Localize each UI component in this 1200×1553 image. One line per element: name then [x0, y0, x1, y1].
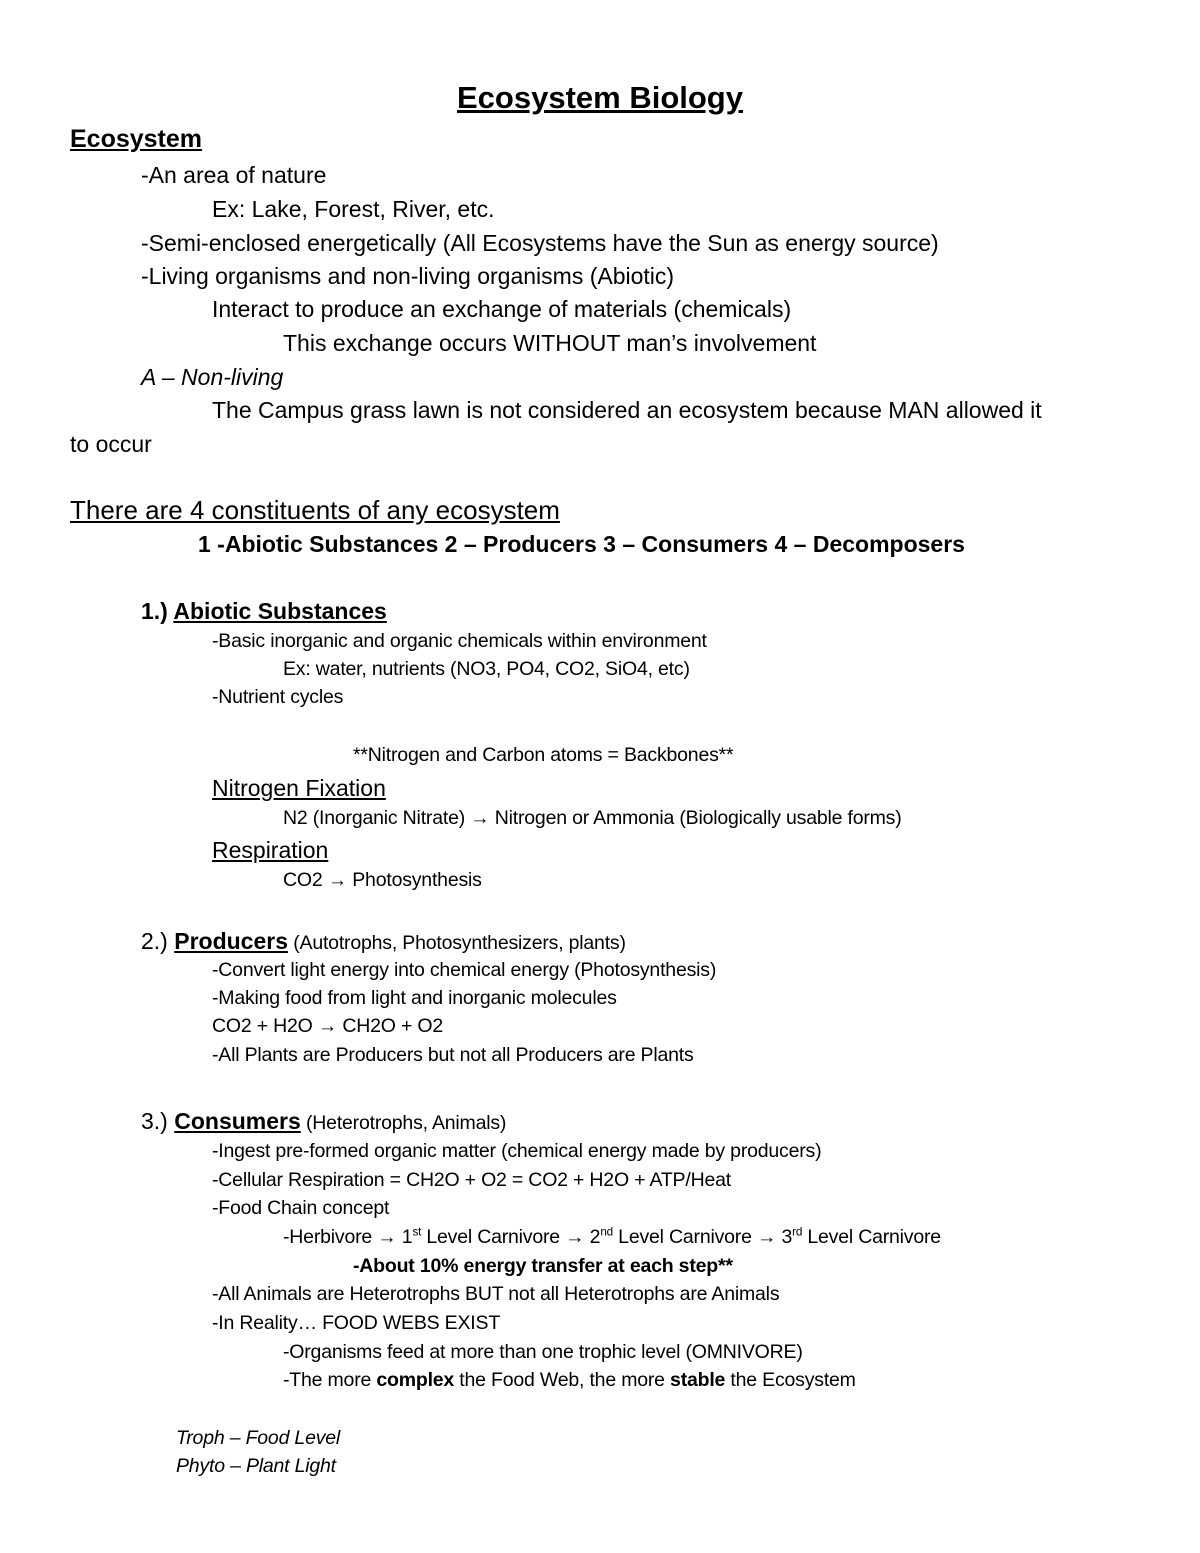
right-arrow-icon: →: [565, 1226, 585, 1248]
chain-text-c: Level Carnivore: [421, 1226, 566, 1248]
chain-text-b: 1: [396, 1226, 413, 1248]
consumers-number: 3.): [141, 1108, 175, 1134]
right-arrow-icon: →: [377, 1226, 397, 1248]
page-title: Ecosystem Biology: [457, 80, 743, 115]
consumers-line-2: -Cellular Respiration = CH2O + O2 = CO2 + H2O + ATP/Heat: [212, 1169, 731, 1191]
food-web-complex: complex: [376, 1369, 455, 1391]
producers-line-4: -All Plants are Producers but not all Producers are Plants: [212, 1044, 694, 1066]
constituents-list: 1 -Abiotic Substances 2 – Producers 3 – Consumers 4 – Decomposers: [198, 531, 965, 557]
consumers-line-6: -All Animals are Heterotrophs BUT not all Heterotrophs are Animals: [212, 1283, 780, 1305]
ecosystem-line-8: The Campus grass lawn is not considered an ecosystem because MAN allowed it: [212, 397, 1042, 423]
chain-text-a: -Herbivore: [283, 1226, 378, 1248]
consumers-line-3: -Food Chain concept: [212, 1197, 390, 1219]
consumers-line-8: -Organisms feed at more than one trophic level (OMNIVORE): [283, 1341, 803, 1363]
backbones-note: **Nitrogen and Carbon atoms = Backbones**: [353, 744, 734, 766]
food-web-text-a: -The more: [283, 1369, 377, 1391]
nitrogen-fixation-line: [283, 809, 902, 829]
equation-text-a: CO2 + H2O: [212, 1015, 318, 1037]
nitrogen-fixation-heading: Nitrogen Fixation: [212, 775, 386, 801]
food-web-text-c: the Food Web, the more: [454, 1369, 671, 1391]
chain-text-e: Level Carnivore: [612, 1226, 757, 1248]
consumers-heading: [141, 1110, 506, 1134]
consumers-paren: (Heterotrophs, Animals): [300, 1112, 507, 1134]
abiotic-definition: A – Non-living: [141, 364, 284, 390]
abiotic-line-3: -Nutrient cycles: [212, 686, 344, 708]
respiration-text-b: Photosynthesis: [347, 869, 482, 891]
ecosystem-line-5: Interact to produce an exchange of materials (chemicals): [212, 296, 792, 322]
food-chain-line: [283, 1225, 941, 1248]
ordinal-first: st: [412, 1225, 422, 1239]
fixation-text-a: N2 (Inorganic Nitrate): [283, 807, 471, 829]
ecosystem-line-3: -Semi-enclosed energetically (All Ecosystems have the Sun as energy source): [141, 230, 939, 256]
equation-text-b: CH2O + O2: [337, 1015, 443, 1037]
ordinal-second: nd: [600, 1225, 613, 1239]
abiotic-number: 1.): [141, 598, 174, 624]
ecosystem-heading: Ecosystem: [70, 125, 203, 153]
phyto-note: Phyto – Plant Light: [176, 1455, 336, 1477]
respiration-text-a: CO2: [283, 869, 328, 891]
energy-transfer-note: -About 10% energy transfer at each step**: [353, 1255, 733, 1277]
producers-line-1: -Convert light energy into chemical energy (Photosynthesis): [212, 959, 717, 981]
troph-note: Troph – Food Level: [176, 1427, 341, 1449]
consumers-line-7: -In Reality… FOOD WEBS EXIST: [212, 1312, 501, 1334]
photosynthesis-equation: [212, 1017, 443, 1037]
ecosystem-line-1: -An area of nature: [141, 162, 327, 188]
ecosystem-line-6: This exchange occurs WITHOUT man’s involvement: [283, 330, 817, 356]
producers-heading: [141, 930, 626, 954]
right-arrow-icon: →: [470, 807, 490, 829]
abiotic-title: Abiotic Substances: [173, 598, 387, 624]
chain-text-g: Level Carnivore: [802, 1226, 941, 1248]
food-web-stable: stable: [670, 1369, 726, 1391]
consumers-line-1: -Ingest pre-formed organic matter (chemical energy made by producers): [212, 1140, 822, 1162]
ordinal-third: rd: [792, 1225, 803, 1239]
ecosystem-line-9: to occur: [70, 431, 152, 457]
producers-paren: (Autotrophs, Photosynthesizers, plants): [288, 932, 626, 954]
chain-text-f: 3: [776, 1226, 793, 1248]
producers-title: Producers: [174, 928, 288, 954]
producers-line-2: -Making food from light and inorganic molecules: [212, 987, 617, 1009]
producers-number: 2.): [141, 928, 175, 954]
ecosystem-line-4: -Living organisms and non-living organisms (Abiotic): [141, 263, 675, 289]
abiotic-line-2: Ex: water, nutrients (NO3, PO4, CO2, SiO4, etc): [283, 658, 690, 680]
consumers-title: Consumers: [174, 1108, 301, 1134]
abiotic-heading: [141, 600, 387, 623]
respiration-heading: Respiration: [212, 837, 329, 863]
chain-text-d: 2: [584, 1226, 601, 1248]
respiration-line: [283, 871, 482, 891]
fixation-text-b: Nitrogen or Ammonia (Biologically usable forms): [489, 807, 902, 829]
right-arrow-icon: →: [756, 1226, 777, 1248]
right-arrow-icon: →: [317, 1015, 338, 1037]
abiotic-line-1: -Basic inorganic and organic chemicals within environment: [212, 630, 707, 652]
right-arrow-icon: →: [327, 869, 348, 891]
consumers-line-9: [283, 1371, 856, 1391]
ecosystem-line-2: Ex: Lake, Forest, River, etc.: [212, 196, 495, 222]
constituents-heading: There are 4 constituents of any ecosystem: [70, 495, 560, 525]
food-web-text-e: the Ecosystem: [725, 1369, 856, 1391]
